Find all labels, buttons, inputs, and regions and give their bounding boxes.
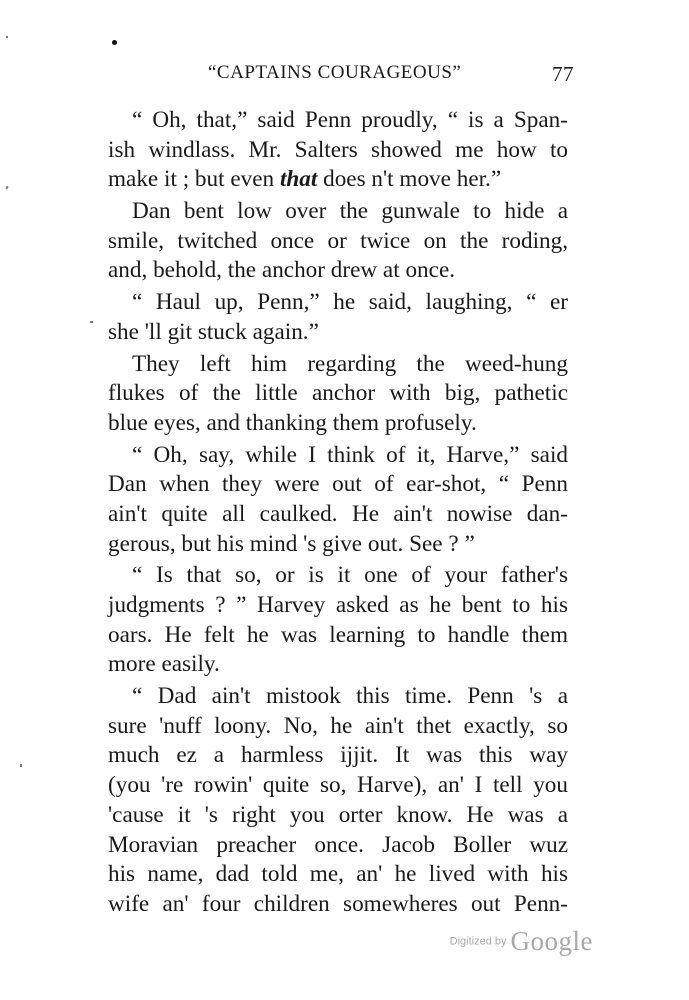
text-line: Dan bent low over the gunwale to hide a xyxy=(132,198,568,225)
text-line: “ Oh, say, while I think of it, Harve,” said xyxy=(132,441,568,468)
google-logo: Google xyxy=(510,926,593,956)
text-line: flukes of the little anchor with big, pathetic xyxy=(108,380,568,407)
text-line: sure 'nuff loony. No, he ain't thet exactly, so xyxy=(108,712,568,739)
text-line: (you 're rowin' quite so, Harve), an' I tell you xyxy=(108,772,568,799)
watermark-prefix: Digitized by xyxy=(449,935,507,948)
text-line: gerous, but his mind 's give out. See ? ” xyxy=(108,530,475,557)
bullet-mark xyxy=(112,40,117,45)
text-line: “ Oh, that,” said Penn proudly, “ is a Span- xyxy=(132,107,568,133)
text-line: she 'll git stuck again.” xyxy=(108,318,319,345)
margin-speck xyxy=(6,36,8,38)
text-line: They left him regarding the weed-hung xyxy=(132,350,568,377)
text-line: judgments ? ” Harvey asked as he bent to his xyxy=(108,592,568,618)
body-text xyxy=(108,106,568,920)
text-line: “ Haul up, Penn,” he said, laughing, “ er xyxy=(132,289,568,316)
text-line: “ Dad ain't mistook this time. Penn 's a xyxy=(132,683,568,710)
running-title: “CAPTAINS COURAGEOUS” xyxy=(208,62,462,83)
text-line: and, behold, the anchor drew at once. xyxy=(108,257,456,284)
text-line: much ez a harmless ijjit. It was this way xyxy=(108,742,568,769)
text-line xyxy=(108,165,568,195)
text-line: 'cause it 's right you orter know. He was a xyxy=(108,801,568,828)
text-line: smile, twitched once or twice on the roding, xyxy=(108,227,568,254)
running-head xyxy=(108,62,574,88)
text-line: ish windlass. Mr. Salters showed me how to xyxy=(108,136,568,163)
text-segment: does n't move her.” xyxy=(317,166,502,193)
text-segment: make it ; but even xyxy=(108,166,280,193)
margin-speck xyxy=(20,764,22,767)
text-line: “ Is that so, or is it one of your father's xyxy=(132,562,568,589)
text-line: blue eyes, and thanking them profusely. xyxy=(108,409,477,436)
text-line: wife an' four children somewheres out Penn- xyxy=(108,890,568,917)
text-line: ain't quite all caulked. He ain't nowise dan- xyxy=(108,500,568,527)
text-line: his name, dad told me, an' he lived with his xyxy=(108,861,568,888)
text-line: more easily. xyxy=(108,651,220,678)
text-line: oars. He felt he was learning to handle them xyxy=(108,621,568,648)
margin-speck xyxy=(90,321,93,323)
text-line: Moravian preacher once. Jacob Boller wuz xyxy=(108,831,568,858)
margin-speck xyxy=(5,186,8,190)
text-line: Dan when they were out of ear-shot, “ Penn xyxy=(108,471,568,498)
page-number: 77 xyxy=(552,62,574,86)
emphasized-word: that xyxy=(279,166,318,193)
digitized-watermark xyxy=(450,926,593,957)
